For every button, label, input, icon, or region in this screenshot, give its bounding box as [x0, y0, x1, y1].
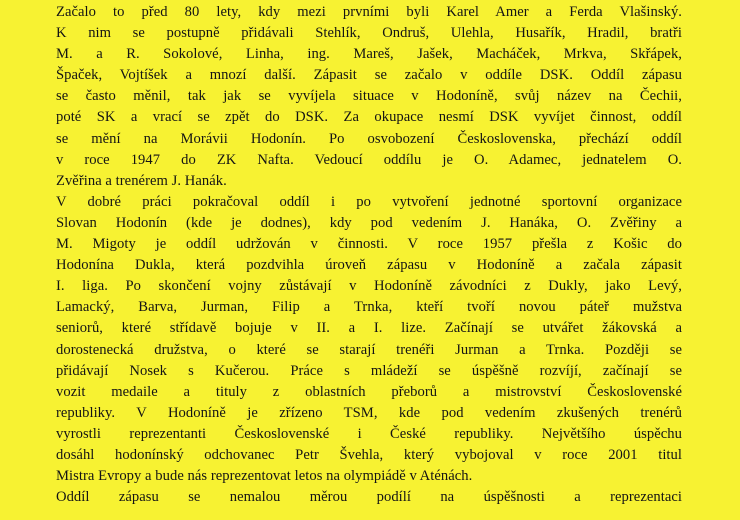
text-line: Mistra Evropy a bude nás reprezentovat letos na olympiádě v Aténách. [56, 468, 473, 485]
text-line: se často měnil, tak jak se vyvíjela situace v Hodoníně, svůj název na Čechii, [56, 88, 682, 105]
text-line: V dobré práci pokračoval oddíl i po vytvoření jednotné sportovní organizace [56, 193, 682, 210]
text-line: republiky. V Hodoníně je zřízeno TSM, kde pod vedením zkušených trenérů [56, 404, 682, 421]
text-line: poté SK a vrací se zpět do DSK. Za okupace nesmí DSK vyvíjet činnost, oddíl [56, 109, 682, 126]
article-text [56, 2, 682, 508]
text-line: Slovan Hodonín (kde je dodnes), kdy pod vedením J. Hanáka, O. Zvěřiny a [56, 214, 682, 231]
text-line: Lamacký, Barva, Jurman, Filip a Trnka, kteří tvoří novou páteř mužstva [56, 299, 682, 316]
text-line: K nim se postupně přidávali Stehlík, Ondruš, Ulehla, Husařík, Hradil, bratři [56, 25, 682, 42]
text-line: M. Migoty je oddíl udržován v činnosti. V roce 1957 přešla z Košic do [56, 236, 682, 253]
text-line: M. a R. Sokolové, Linha, ing. Mareš, Jašek, Macháček, Mrkva, Skřápek, [56, 46, 682, 63]
text-line: I. liga. Po skončení vojny zůstávají v Hodoníně závodníci z Dukly, jako Levý, [56, 278, 682, 295]
text-line: Hodonína Dukla, která pozdvihla úroveň zápasu v Hodoníně a začala zápasit [56, 257, 682, 274]
text-line: Zvěřina a trenérem J. Hanák. [56, 172, 227, 189]
text-line: se mění na Morávii Hodonín. Po osvobození Československa, přechází oddíl [56, 130, 682, 147]
text-line: Špaček, Vojtíšek a mnozí další. Zápasit se začalo v oddíle DSK. Oddíl zápasu [56, 67, 682, 84]
text-line: seniorů, které střídavě bojuje v II. a I. lize. Začínají se utvářet žákovská a [56, 320, 682, 337]
text-line: přidávají Nosek s Kučerou. Práce s mládeží se úspěšně rozvíjí, začínají se [56, 362, 682, 379]
text-line: Oddíl zápasu se nemalou měrou podílí na úspěšnosti a reprezentaci [56, 489, 682, 506]
text-line: dosáhl hodonínský odchovanec Petr Švehla, který vybojoval v roce 2001 titul [56, 446, 682, 463]
text-line: Začalo to před 80 lety, kdy mezi prvními byli Karel Amer a Ferda Vlašinský. [56, 4, 682, 20]
text-line: dorostenecká družstva, o které se starají trenéři Jurman a Trnka. Později se [56, 341, 682, 358]
text-line: vyrostli reprezentanti Československé i České republiky. Největšího úspěchu [56, 425, 682, 442]
text-line: v roce 1947 do ZK Nafta. Vedoucí oddílu je O. Adamec, jednatelem O. [56, 151, 682, 168]
text-line: vozit medaile a tituly z oblastních přeborů a mistrovství Československé [56, 383, 682, 400]
